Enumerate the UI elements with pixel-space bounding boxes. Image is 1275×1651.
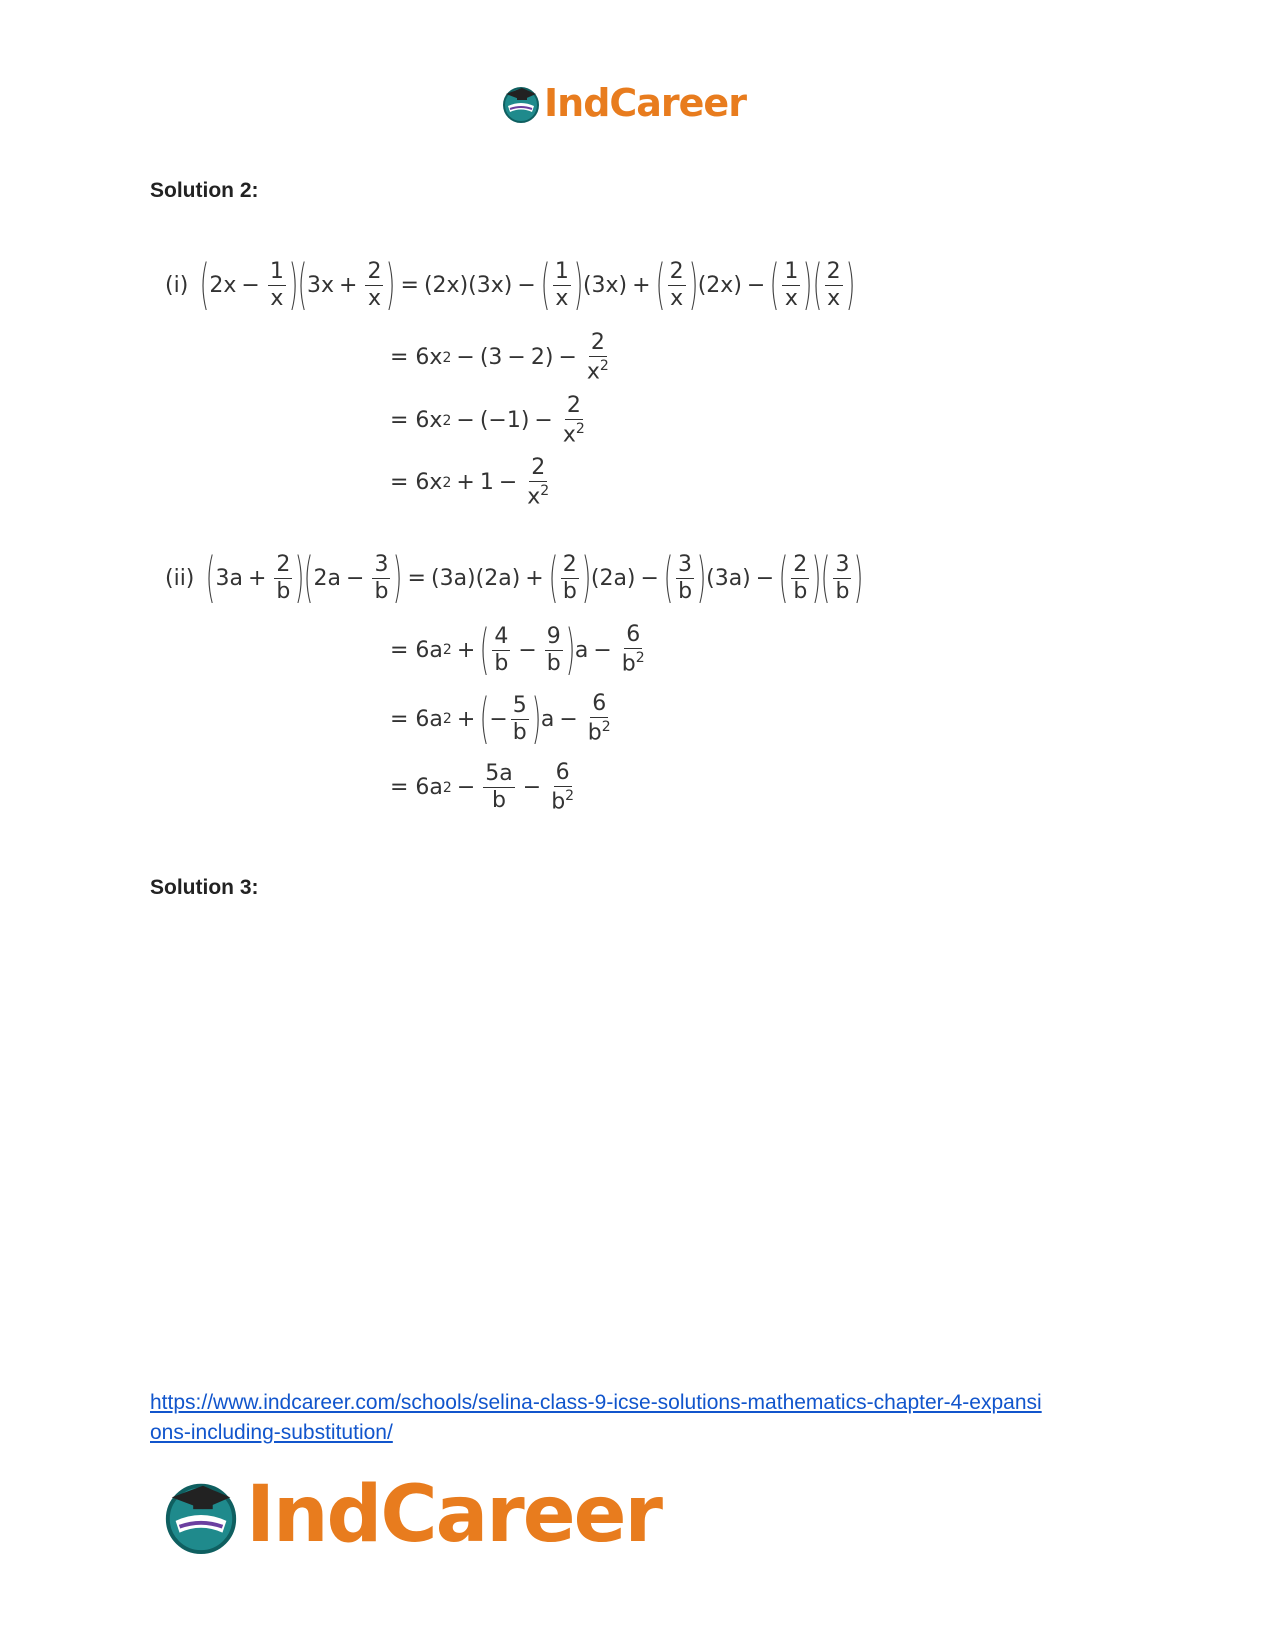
equation-i-line-4: = 6x 2 + 1 − $\frac{2}{x^2}$ xyxy=(390,455,550,510)
part-label: (ii) xyxy=(165,565,195,591)
equation-ii-line-1: (ii) ( 3a + $\frac{2}{b}$ ) ( 2a − $\frac{3}{b}$ ) = (3a)(2a) + ( $\frac{2}{b}$ ) (2a) − ( $\frac{3}{b}$ ) (3a) − ( $\frac{2}{b}$ ) ( $\frac{3}{b}$ ) xyxy=(165,546,864,609)
solution-3-heading: Solution 3: xyxy=(150,876,259,899)
source-link-line-2: ons-including-substitution/ xyxy=(150,1421,393,1444)
equation-ii-line-4: = 6a 2 − $\frac{5a}{b}$ − $\frac{6}{b^2}$ xyxy=(390,760,575,815)
globe-graduation-icon xyxy=(500,82,542,124)
source-link-line-1: https://www.indcareer.com/schools/selina-class-9-icse-solutions-mathematics-chapter-4-expansi xyxy=(150,1391,1042,1414)
source-link[interactable] xyxy=(150,1388,1125,1448)
equation-ii-line-3: = 6a 2 + ( − $\frac{5}{b}$ ) a − $\frac{6}{b^2}$ xyxy=(390,687,611,750)
brand-name: IndCareer xyxy=(544,81,746,125)
part-label: (i) xyxy=(165,272,189,298)
equation-i-line-3: = 6x 2 − (−1) − $\frac{2}{x^2}$ xyxy=(390,393,585,448)
brand-logo-bottom xyxy=(160,1470,661,1560)
brand-name: IndCareer xyxy=(246,1470,661,1560)
equation-i-line-1: (i) ( 2x − $\frac{1}{x}$ ) ( 3x + $\frac{2}{x}$ ) = (2x)(3x) − ( $\frac{1}{x}$ ) (3x) + ( $\frac{2}{x}$ ) (2x) − ( $\frac{1}{x}$ ) ( $\frac{2}{x}$ ) xyxy=(165,253,855,316)
brand-logo-top xyxy=(500,80,746,126)
globe-graduation-icon xyxy=(160,1474,242,1556)
equation-ii-line-2: = 6a 2 + ( $\frac{4}{b}$ − $\frac{9}{b}$ ) a − $\frac{6}{b^2}$ xyxy=(390,618,645,681)
equation-i-line-2: = 6x 2 − (3 − 2) − $\frac{2}{x^2}$ xyxy=(390,330,609,385)
solution-2-heading: Solution 2: xyxy=(150,179,259,202)
